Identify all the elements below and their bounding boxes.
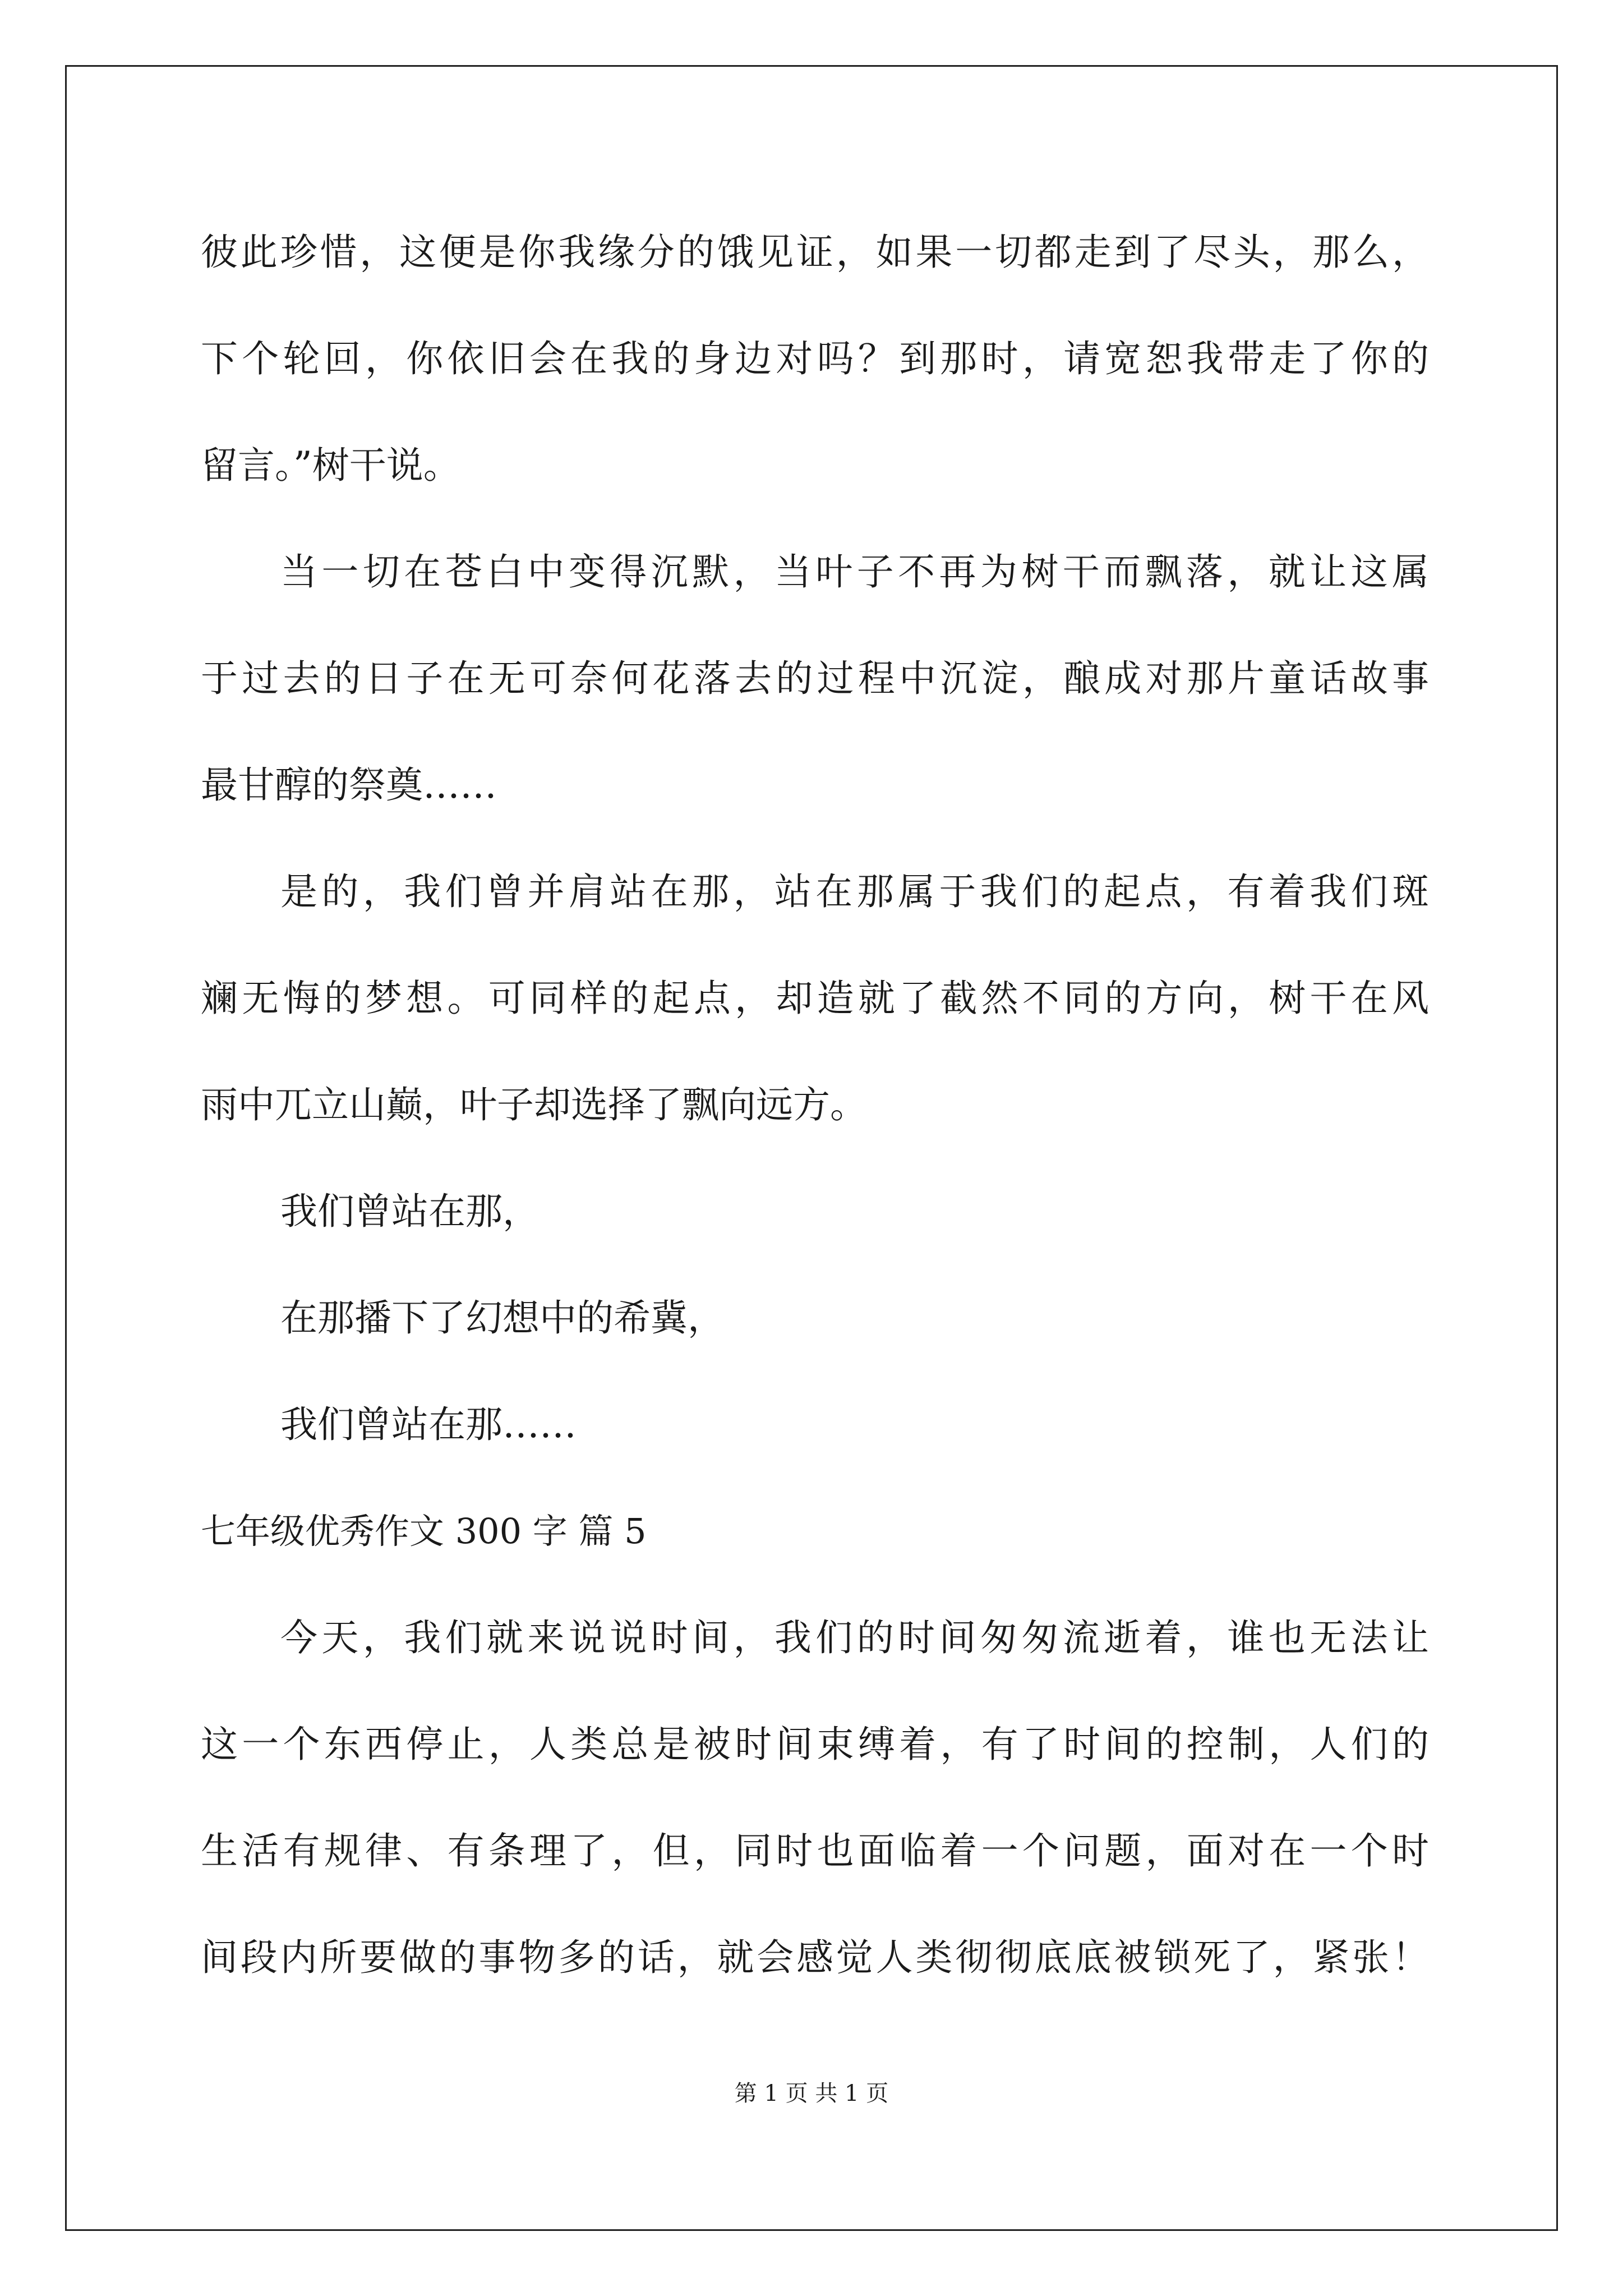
text-line: 今天，我们就来说说时间，我们的时间匆匆流逝着，谁也无法让 [280,1616,1429,1659]
text-line: 留言。”树干说。 [201,444,460,487]
text-line: 生活有规律、有条理了，但，同时也面临着一个问题，面对在一个时 [201,1829,1429,1872]
text-line: 于过去的日子在无可奈何花落去的过程中沉淀，酿成对那片童话故事 [201,657,1429,700]
page-footer: 第 1 页 共 1 页 [734,2081,889,2106]
text-line: 彼此珍惜，这便是你我缘分的饿见证，如果一切都走到了尽头，那么， [201,231,1429,274]
text-line: 我们曾站在那， [280,1190,540,1233]
text-line: 间段内所要做的事物多的话，就会感觉人类彻彻底底被锁死了，紧张！ [201,1936,1429,1979]
text-line: 当一切在苍白中变得沉默，当叶子不再为树干而飘落，就让这属 [280,550,1429,593]
text-line: 雨中兀立山巅，叶子却选择了飘向远方。 [201,1083,867,1126]
page-border [65,65,1558,2231]
text-line: 是的，我们曾并肩站在那，站在那属于我们的起点，有着我们斑 [280,870,1429,913]
text-line: 斓无悔的梦想。可同样的起点，却造就了截然不同的方向，树干在风 [201,977,1429,1020]
text-line: 这一个东西停止，人类总是被时间束缚着，有了时间的控制，人们的 [201,1723,1429,1766]
text-line: 最甘醇的祭奠…… [201,763,497,807]
section-heading: 七年级优秀作文 300 字 篇 5 [201,1511,647,1552]
text-line: 我们曾站在那…… [280,1403,577,1446]
text-line: 下个轮回，你依旧会在我的身边对吗？到那时，请宽恕我带走了你的 [201,337,1429,380]
text-line: 在那播下了幻想中的希冀， [280,1296,725,1340]
